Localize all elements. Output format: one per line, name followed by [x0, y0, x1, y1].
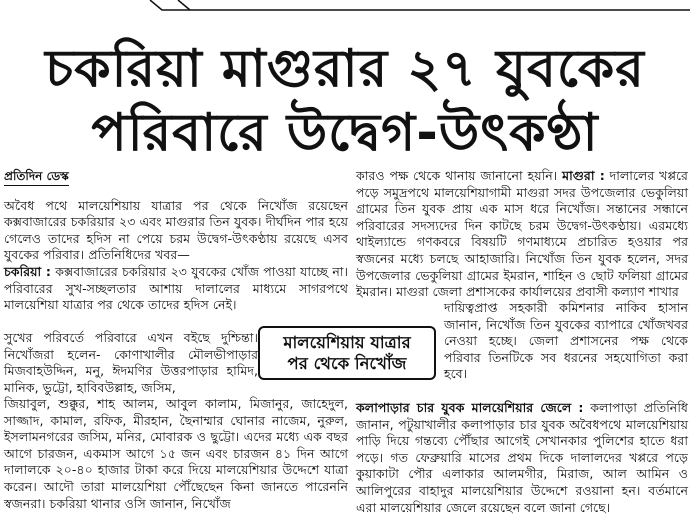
pull-quote-line-1: মালয়েশিয়ায় যাত্রার: [283, 333, 411, 352]
article-column-left-narrow: [4, 330, 258, 396]
article-column-right: [356, 168, 688, 301]
pull-quote-box: [258, 326, 436, 380]
headline-line-2: পরিবারে উদ্বেগ-উৎকণ্ঠা: [91, 103, 599, 163]
article-paragraph: [356, 168, 688, 301]
article-column-left: [4, 168, 348, 314]
section-body: দালালের খপ্পরে পড়ে সমুদ্রপথে মালয়েশিয়াগামী মাগুরা সদর উপজেলার ভেকুলিয়া গ্রামের তিন যুবক প্রায় এক মাস ধরে নিখোঁজ। সন্তানের সন্ধানে পরিবারের সদস্যদের দিন কাটছে চরম উদ্বেগ-উৎকণ্ঠায়। এরমধ্যে থাইল্যান্ডে গণকবরে বিষয়টি গণমাধ্যমে প্রচারিত হওয়ার পর স্বজনের মধ্যে চলছে আহাজারি। নিখোঁজ তিন যুবক হলেন, সদর উপজেলার ভেকুলিয়া গ্রামের ইমরান, শাহিন ও ছোট ফলিয়া গ্রামের ইমরান। মাগুরা জেলা প্রশাসকের কার্যালয়ের প্রবাসী কল্যাণ শাখার: [356, 168, 688, 300]
article-column-right-narrow: [444, 300, 688, 383]
article-column-right-lower: [356, 400, 688, 516]
section-body: কারও পক্ষ থেকে থানায় জানানো হয়নি।: [356, 168, 563, 183]
article-paragraph: অবৈধ পথে মালয়েশিয়ায় যাত্রার পর থেকে নিখোঁজ রয়েছেন কক্সবাজারের চকরিয়ার ২৩ এবং মাগুরার তিন যুবক। দীর্ঘদিন পার হয়ে গেলেও তাদের হদিস না পেয়ে চরম উদ্বেগ-উৎকণ্ঠায় রয়েছে এসব যুবকের পরিবার। প্রতিনিধিদের খবর—: [4, 197, 348, 263]
article-paragraph: [4, 264, 348, 314]
headline-line-1: চকরিয়া মাগুরার ২৭ যুবকের: [45, 39, 645, 99]
section-lead-kalapara: কলাপাড়ার চার যুবক মালয়েশিয়ার জেলে :: [356, 400, 584, 415]
section-body: কলাপাড়া প্রতিনিধি জানান, পটুয়াখালীর কলাপাড়ার চার যুবক অবৈধপথে মালয়েশিয়ায় পাড়ি দিয়ে গন্তব্যে পৌঁছার আগেই সেখানকার পুলিশের হাতে ধরা পড়ে। গত ফেব্রুয়ারি মাসের প্রথম দিকে দালালদের খপ্পরে পড়ে কুয়াকাটা পৌর এলাকার আলমগীর, মিরাজ, আল আমিন ও আলিপুরের বাহাদুর মালয়েশিয়ার উদ্দেশে রওয়ানা হন। বর্তমানে এরা মালয়েশিয়ার জেলে রয়েছেন বলে জানা গেছে।: [356, 400, 688, 515]
article-column-left-lower: [4, 396, 348, 512]
byline: প্রতিদিন ডেস্ক: [4, 168, 69, 186]
section-body: কক্সবাজারের চকরিয়ার ২৩ যুবকের খোঁজ পাওয়া যাচ্ছে না। পরিবারের সুখ-সচ্ছলতার আশায় দালালের মাধ্যমে সাগরপথে মালয়েশিয়া যাত্রার পর থেকে তাদের হদিস নেই।: [4, 263, 349, 313]
article-paragraph: [356, 400, 688, 516]
pull-quote-line-2: পর থেকে নিখোঁজ: [287, 354, 407, 373]
article-paragraph: দায়িত্বপ্রাপ্ত সহকারী কমিশনার নাকিব হাসান জানান, নিখোঁজ তিন যুবকের ব্যাপারে খোঁজখবর নেওয়া হচ্ছে। জেলা প্রশাসনের পক্ষ থেকে পরিবার তিনটিকে সব ধরনের সহযোগিতা করা হবে।: [444, 300, 688, 382]
section-lead-magura: মাগুরা :: [562, 168, 605, 183]
top-border-rule: [0, 0, 690, 14]
article-paragraph: সুখের পরিবর্তে পরিবারে এখন বইছে দুশ্চিন্তা। নিখোঁজরা হলেন- কোণাখালীর মৌলভীপাড়ার মিজবাহউদ্দিন, মনু, ঈদমণির উত্তরপাড়ার হামিদ, মানিক, ভুট্টো, হাবিবউল্লাহ, জসিম,: [4, 330, 258, 395]
section-lead-chakaria: চকরিয়া :: [4, 263, 51, 279]
article-paragraph: জিয়াবুল, শুক্কুর, শাহ আলম, আবুল কালাম, মিজানুর, জাহেদুল, সাজ্জাদ, কামাল, রফিক, মীরহান, ছৈনাম্মার ঘোনার নাজেম, নুরুল, ইসলামনগরের জসিম, মনির, মোবারক ও ছুট্টো। এদের মধ্যে এক বছর আগে চারজন, একমাস আগে ১৫ জন এবং চারজন ৪১ দিন আগে দালালকে ২০-৪০ হাজার টাকা করে দিয়ে মালয়েশিয়ার উদ্দেশে যাত্রা করেন। আদৌ তারা মালয়েশিয়া পৌঁছেছেন কিনা জানতে পারেননি স্বজনরা। চকরিয়া থানার ওসি জানান, নিখোঁজ: [4, 396, 348, 511]
